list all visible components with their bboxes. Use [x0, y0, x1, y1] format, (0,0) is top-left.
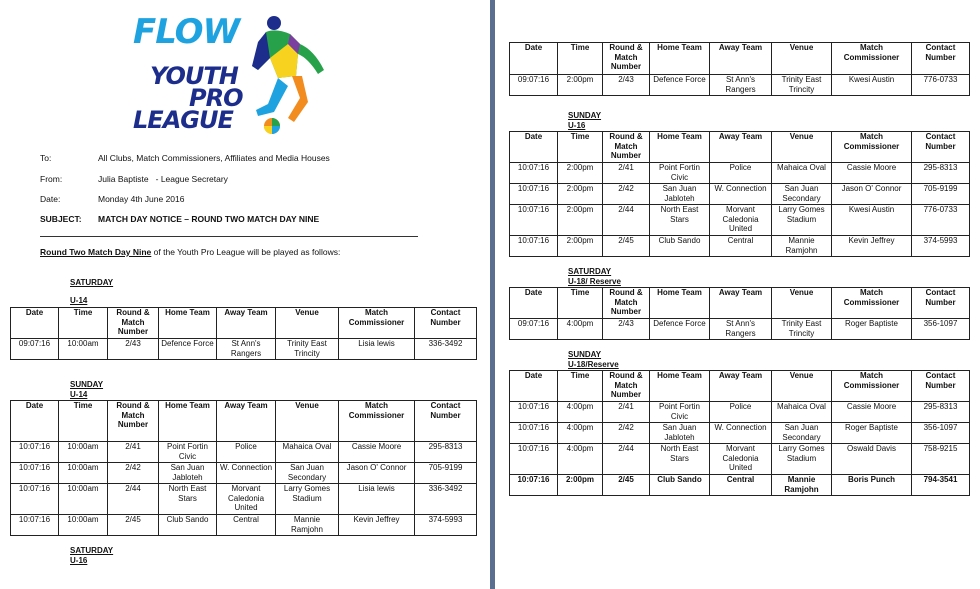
col-date: Date	[510, 132, 558, 163]
col-time: Time	[558, 288, 603, 319]
subject-label: SUBJECT:	[40, 214, 82, 224]
col-contact: Contact Number	[912, 132, 970, 163]
cell: Kevin Jeffrey	[832, 236, 912, 257]
section-grade: U-16	[568, 121, 586, 130]
cell: Central	[710, 475, 772, 496]
cell: Morvant Caledonia United	[710, 444, 772, 475]
cell: 2/42	[603, 423, 650, 444]
cell: 4:00pm	[558, 444, 603, 475]
from-value: Julia Baptiste - League Secretary	[98, 174, 228, 184]
cell: St Ann's Rangers	[710, 75, 772, 96]
cell: 374-5993	[415, 515, 477, 536]
cell: Roger Baptiste	[832, 423, 912, 444]
col-home: Home Team	[650, 371, 710, 402]
cell: 2/41	[603, 402, 650, 423]
col-time: Time	[59, 401, 108, 442]
col-commissioner: Match Commissioner	[832, 371, 912, 402]
section-grade: U-16	[70, 556, 88, 565]
col-home: Home Team	[650, 288, 710, 319]
cell: W. Connection	[217, 463, 276, 484]
col-venue: Venue	[772, 132, 832, 163]
cell: 09:07:16	[11, 339, 59, 360]
cell: Mahaica Oval	[772, 402, 832, 423]
cell: Cassie Moore	[832, 163, 912, 184]
intro-title: Round Two Match Day Nine	[40, 247, 152, 257]
cell: 10:07:16	[510, 163, 558, 184]
cell: 2/43	[108, 339, 159, 360]
col-venue: Venue	[772, 288, 832, 319]
cell: Mahaica Oval	[276, 442, 339, 463]
cell: Trinity East Trincity	[276, 339, 339, 360]
soccer-player-icon	[248, 14, 328, 136]
to-value: All Clubs, Match Commissioners, Affiliates and Media Houses	[98, 153, 330, 163]
cell: 2/41	[603, 163, 650, 184]
table-row	[510, 236, 970, 257]
logo-pro-text: PRO	[189, 84, 243, 112]
table-sunday-u18	[509, 370, 970, 496]
cell: Police	[710, 163, 772, 184]
cell: Mahaica Oval	[772, 163, 832, 184]
cell: Club Sando	[650, 475, 710, 496]
cell: Club Sando	[159, 515, 217, 536]
cell: Police	[710, 402, 772, 423]
cell: 776-0733	[912, 205, 970, 236]
cell: Point Fortin Civic	[159, 442, 217, 463]
cell: 2/43	[603, 319, 650, 340]
cell: 09:07:16	[510, 75, 558, 96]
cell: 10:00am	[59, 484, 108, 515]
section-sunday-u18	[568, 350, 619, 370]
table-row	[510, 163, 970, 184]
cell: Central	[710, 236, 772, 257]
cell: 2/44	[603, 444, 650, 475]
col-home: Home Team	[159, 401, 217, 442]
section-grade: U-18/Reserve	[568, 360, 619, 369]
cell: 4:00pm	[558, 319, 603, 340]
intro-text: of the Youth Pro League will be played as follows:	[151, 247, 341, 257]
cell: 794-3541	[912, 475, 970, 496]
col-home: Home Team	[650, 43, 710, 75]
logo-flow-text: FLOW	[133, 12, 240, 52]
cell: 2/42	[603, 184, 650, 205]
cell: Defence Force	[650, 319, 710, 340]
cell: Defence Force	[159, 339, 217, 360]
cell: 705-9199	[912, 184, 970, 205]
cell: 4:00pm	[558, 423, 603, 444]
cell: 2/45	[603, 236, 650, 257]
cell: Lisia lewis	[339, 484, 415, 515]
col-time: Time	[59, 308, 108, 339]
cell: 10:00am	[59, 339, 108, 360]
col-date: Date	[11, 308, 59, 339]
cell: 295-8313	[912, 402, 970, 423]
cell: North East Stars	[159, 484, 217, 515]
table-saturday-u18	[509, 287, 970, 340]
cell: 2:00pm	[558, 236, 603, 257]
table-row	[510, 184, 970, 205]
cell: 10:07:16	[11, 442, 59, 463]
cell: 10:00am	[59, 515, 108, 536]
section-sunday-u16	[568, 111, 601, 131]
cell: 356-1097	[912, 423, 970, 444]
section-saturday-u14	[70, 278, 113, 306]
cell: 10:07:16	[510, 184, 558, 205]
col-date: Date	[510, 43, 558, 75]
cell: San Juan Jabloteh	[650, 423, 710, 444]
col-venue: Venue	[276, 308, 339, 339]
cell: 2:00pm	[558, 205, 603, 236]
col-away: Away Team	[710, 43, 772, 75]
cell: St Ann's Rangers	[710, 319, 772, 340]
section-grade: U-14	[70, 296, 88, 305]
table-row	[11, 339, 477, 360]
col-venue: Venue	[772, 371, 832, 402]
cell: Oswald Davis	[832, 444, 912, 475]
cell: 10:07:16	[510, 423, 558, 444]
cell: Larry Gomes Stadium	[772, 444, 832, 475]
cell: Morvant Caledonia United	[217, 484, 276, 515]
cell: Jason O' Connor	[832, 184, 912, 205]
cell: 10:07:16	[510, 402, 558, 423]
cell: 2:00pm	[558, 75, 603, 96]
col-date: Date	[510, 371, 558, 402]
table-row	[11, 463, 477, 484]
col-round: Round & Match Number	[108, 401, 159, 442]
table-sunday-u16	[509, 131, 970, 257]
cell: 2/43	[603, 75, 650, 96]
cell: 2/44	[108, 484, 159, 515]
col-date: Date	[510, 288, 558, 319]
cell: Trinity East Trincity	[772, 319, 832, 340]
cell: 2:00pm	[558, 163, 603, 184]
cell: Mannie Ramjohn	[772, 236, 832, 257]
col-commissioner: Match Commissioner	[339, 308, 415, 339]
col-away: Away Team	[217, 308, 276, 339]
col-round: Round & Match Number	[603, 132, 650, 163]
cell: Trinity East Trincity	[772, 75, 832, 96]
table-row	[510, 75, 970, 96]
col-venue: Venue	[772, 43, 832, 75]
cell: Club Sando	[650, 236, 710, 257]
cell: San Juan Secondary	[772, 423, 832, 444]
section-sunday-u14	[70, 380, 103, 400]
col-away: Away Team	[217, 401, 276, 442]
cell: 776-0733	[912, 75, 970, 96]
table-row	[11, 515, 477, 536]
logo-youth-text: YOUTH	[150, 62, 238, 90]
section-day: SATURDAY	[70, 278, 114, 287]
col-home: Home Team	[650, 132, 710, 163]
col-time: Time	[558, 371, 603, 402]
memo-divider	[40, 236, 418, 237]
cell: 295-8313	[912, 163, 970, 184]
col-contact: Contact Number	[912, 371, 970, 402]
cell: North East Stars	[650, 205, 710, 236]
intro-line	[40, 247, 340, 257]
col-venue: Venue	[276, 401, 339, 442]
cell: Jason O' Connor	[339, 463, 415, 484]
cell: 10:07:16	[510, 205, 558, 236]
cell: 10:07:16	[11, 463, 59, 484]
cell: Police	[217, 442, 276, 463]
table-row	[510, 444, 970, 475]
table-saturday-u14	[10, 307, 477, 360]
section-grade: U-14	[70, 390, 88, 399]
cell: San Juan Secondary	[276, 463, 339, 484]
from-label: From:	[40, 174, 63, 184]
col-away: Away Team	[710, 288, 772, 319]
cell: 4:00pm	[558, 402, 603, 423]
section-day: SATURDAY	[70, 546, 114, 555]
col-round: Round & Match Number	[108, 308, 159, 339]
col-commissioner: Match Commissioner	[832, 288, 912, 319]
section-day: SUNDAY	[568, 350, 602, 359]
section-day: SATURDAY	[568, 267, 612, 276]
col-round: Round & Match Number	[603, 371, 650, 402]
cell: 295-8313	[415, 442, 477, 463]
col-contact: Contact Number	[912, 43, 970, 75]
cell: 10:07:16	[510, 236, 558, 257]
cell: 2/45	[108, 515, 159, 536]
cell: Mannie Ramjohn	[772, 475, 832, 496]
logo-league-text: LEAGUE	[133, 106, 233, 134]
cell: St Ann's Rangers	[217, 339, 276, 360]
date-value: Monday 4th June 2016	[98, 194, 185, 204]
section-saturday-u16	[70, 546, 113, 566]
cell: 2/41	[108, 442, 159, 463]
cell: 336-3492	[415, 484, 477, 515]
col-round: Round & Match Number	[603, 288, 650, 319]
date-label: Date:	[40, 194, 61, 204]
section-grade: U-18/ Reserve	[568, 277, 621, 286]
cell: 10:07:16	[510, 475, 558, 496]
table-row	[510, 205, 970, 236]
table-saturday-u16	[509, 42, 970, 96]
cell: 10:07:16	[510, 444, 558, 475]
cell: W. Connection	[710, 184, 772, 205]
cell: 2/42	[108, 463, 159, 484]
table-row	[510, 402, 970, 423]
cell: 356-1097	[912, 319, 970, 340]
table-row	[510, 475, 970, 496]
cell: 758-9215	[912, 444, 970, 475]
cell: Cassie Moore	[832, 402, 912, 423]
cell: Lisia lewis	[339, 339, 415, 360]
right-page	[495, 0, 980, 589]
col-date: Date	[11, 401, 59, 442]
soccer-ball-icon	[263, 117, 281, 135]
col-contact: Contact Number	[912, 288, 970, 319]
cell: Larry Gomes Stadium	[276, 484, 339, 515]
cell: Kwesi Austin	[832, 205, 912, 236]
cell: 10:00am	[59, 463, 108, 484]
section-day: SUNDAY	[568, 111, 602, 120]
col-home: Home Team	[159, 308, 217, 339]
cell: 09:07:16	[510, 319, 558, 340]
cell: Cassie Moore	[339, 442, 415, 463]
col-commissioner: Match Commissioner	[832, 43, 912, 75]
cell: 10:07:16	[11, 515, 59, 536]
cell: 705-9199	[415, 463, 477, 484]
section-saturday-u18	[568, 267, 621, 287]
cell: Defence Force	[650, 75, 710, 96]
to-label: To:	[40, 153, 52, 163]
cell: 10:07:16	[11, 484, 59, 515]
cell: 2:00pm	[558, 184, 603, 205]
cell: Kwesi Austin	[832, 75, 912, 96]
table-row	[510, 423, 970, 444]
cell: Roger Baptiste	[832, 319, 912, 340]
col-commissioner: Match Commissioner	[832, 132, 912, 163]
col-time: Time	[558, 43, 603, 75]
cell: San Juan Secondary	[772, 184, 832, 205]
cell: Morvant Caledonia United	[710, 205, 772, 236]
cell: Point Fortin Civic	[650, 402, 710, 423]
cell: 10:00am	[59, 442, 108, 463]
cell: W. Connection	[710, 423, 772, 444]
cell: 336-3492	[415, 339, 477, 360]
table-row	[11, 484, 477, 515]
section-day: SUNDAY	[70, 380, 104, 389]
table-row	[510, 319, 970, 340]
subject-value: MATCH DAY NOTICE – ROUND TWO MATCH DAY NINE	[98, 214, 320, 224]
cell: Larry Gomes Stadium	[772, 205, 832, 236]
col-time: Time	[558, 132, 603, 163]
cell: San Juan Jabloteh	[650, 184, 710, 205]
cell: 2/44	[603, 205, 650, 236]
cell: Kevin Jeffrey	[339, 515, 415, 536]
table-row	[11, 442, 477, 463]
col-commissioner: Match Commissioner	[339, 401, 415, 442]
col-away: Away Team	[710, 132, 772, 163]
cell: 374-5993	[912, 236, 970, 257]
col-round: Round & Match Number	[603, 43, 650, 75]
col-contact: Contact Number	[415, 401, 477, 442]
cell: 2/45	[603, 475, 650, 496]
cell: 2:00pm	[558, 475, 603, 496]
table-sunday-u14	[10, 400, 477, 536]
cell: Mannie Ramjohn	[276, 515, 339, 536]
cell: Central	[217, 515, 276, 536]
cell: North East Stars	[650, 444, 710, 475]
col-away: Away Team	[710, 371, 772, 402]
cell: Boris Punch	[832, 475, 912, 496]
col-contact: Contact Number	[415, 308, 477, 339]
cell: Point Fortin Civic	[650, 163, 710, 184]
cell: San Juan Jabloteh	[159, 463, 217, 484]
